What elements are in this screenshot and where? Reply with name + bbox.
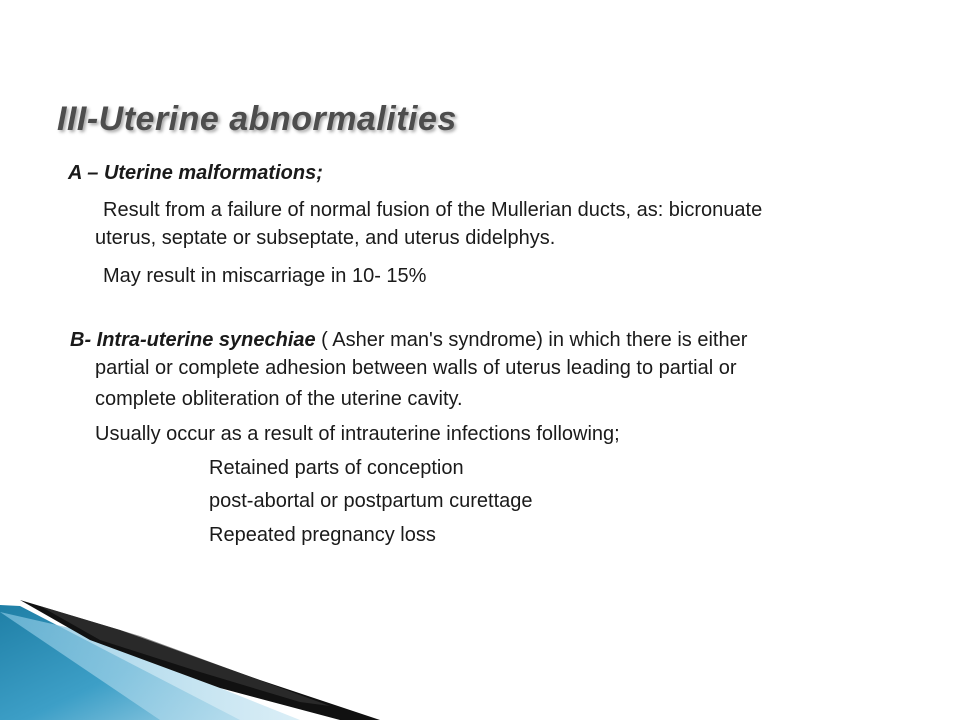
section-b-heading: B- Intra-uterine synechiae [70, 329, 316, 351]
cause-item: post-abortal or postpartum curettage [209, 490, 533, 512]
section-b-line-1 [70, 327, 747, 354]
section-b-line-2: partial or complete adhesion between walls of uterus leading to partial or [95, 357, 737, 379]
cause-item: Retained parts of conception [209, 457, 464, 479]
cause-item: Repeated pregnancy loss [209, 524, 436, 546]
section-a-heading: A – Uterine malformations; [68, 162, 323, 184]
section-a-note: May result in miscarriage in 10- 15% [103, 265, 427, 287]
section-b-heading-rest: ( Asher man's syndrome) in which there is either [315, 329, 748, 351]
section-b-line-3: complete obliteration of the uterine cavity. [95, 388, 463, 410]
section-a-body-line-2: uterus, septate or subseptate, and uterus didelphys. [95, 227, 556, 249]
section-a-body-line-1: Result from a failure of normal fusion of the Mullerian ducts, as: bicronuate [103, 199, 763, 221]
section-b-cause-intro: Usually occur as a result of intrauterine infections following; [95, 423, 620, 445]
slide-title: III-Uterine abnormalities [57, 100, 457, 138]
